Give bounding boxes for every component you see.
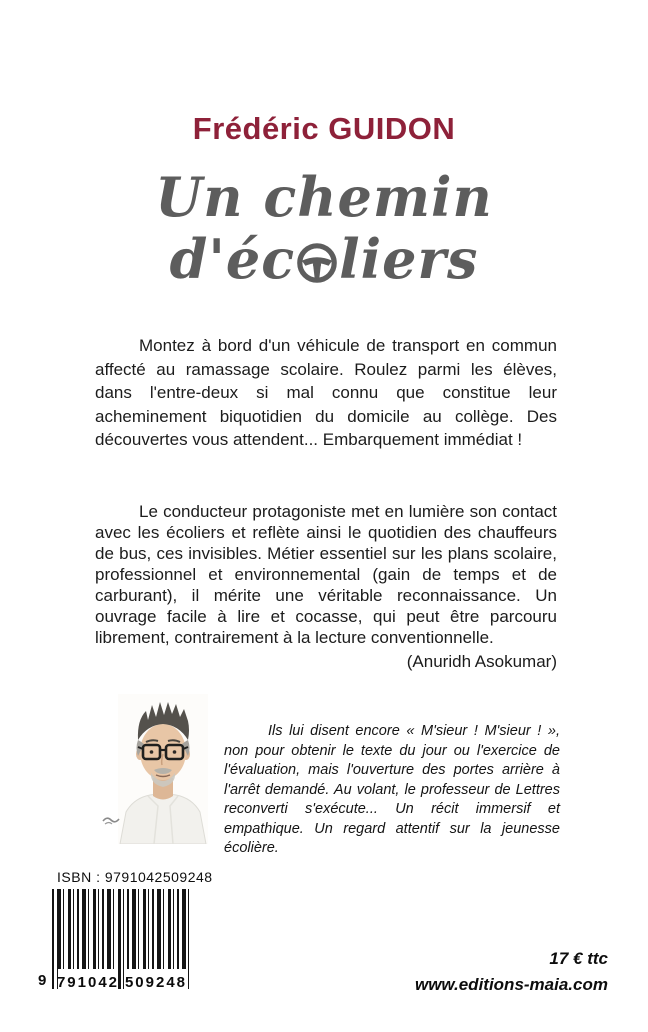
publisher-website: www.editions-maia.com xyxy=(414,975,608,994)
barcode xyxy=(38,889,192,995)
author-quote-text: Ils lui disent encore « M'sieur ! M'sieur ! », non pour obtenir le texte du jour ou l'exercice de l'évaluation, mais l'ouverture des portes arrière à l'arrêt demandé. Au volant, le professeur de Lettres reconverti s'exécute... Un récit immersif et empathique. Un regard attentif sur la jeunesse écolière. xyxy=(224,723,560,856)
price-label: 17 € ttc xyxy=(549,949,608,968)
author-portrait-photo xyxy=(118,694,208,844)
book-title xyxy=(0,166,648,290)
title-line-1: Un chemin xyxy=(155,165,493,229)
barcode-digits-group-1: 791042 xyxy=(58,969,118,995)
steering-wheel-icon xyxy=(297,243,337,283)
title-line-2-pre: d'éc xyxy=(169,227,296,291)
synopsis-block-2 xyxy=(95,501,557,672)
barcode-digits-group-2: 509248 xyxy=(126,969,186,995)
title-line-2 xyxy=(0,228,648,290)
barcode-digit-lead: 9 xyxy=(38,972,47,989)
author-name: Frédéric GUIDON xyxy=(192,111,456,146)
synopsis-paragraph-2: Le conducteur protagoniste met en lumière son contact avec les écoliers et reflète ainsi le quotidien des chauffeurs de bus, ces invisibles. Métier essentiel sur les plans scolaire, professionnel et environnemental (gain de temps et de carburant), il mérite une véritable reconnaissance. Un ouvrage facile à lire et cocasse, qui peut être parcouru librement, contrairement à la lecture conventionnelle. xyxy=(95,502,557,647)
review-credit: (Anuridh Asokumar) xyxy=(406,652,557,671)
scan-smudge-mark xyxy=(102,812,120,826)
title-line-2-post: liers xyxy=(339,227,479,291)
synopsis-paragraph-1: Montez à bord d'un véhicule de transport en commun affecté au ramassage scolaire. Roulez parmi les élèves, dans l'entre-deux si mal connu que constitue leur acheminement biquotidien du domicile au collège. Des découvertes vous attendent... Embarquement immédiat ! xyxy=(95,336,557,449)
isbn-label: ISBN : 9791042509248 xyxy=(57,869,213,885)
